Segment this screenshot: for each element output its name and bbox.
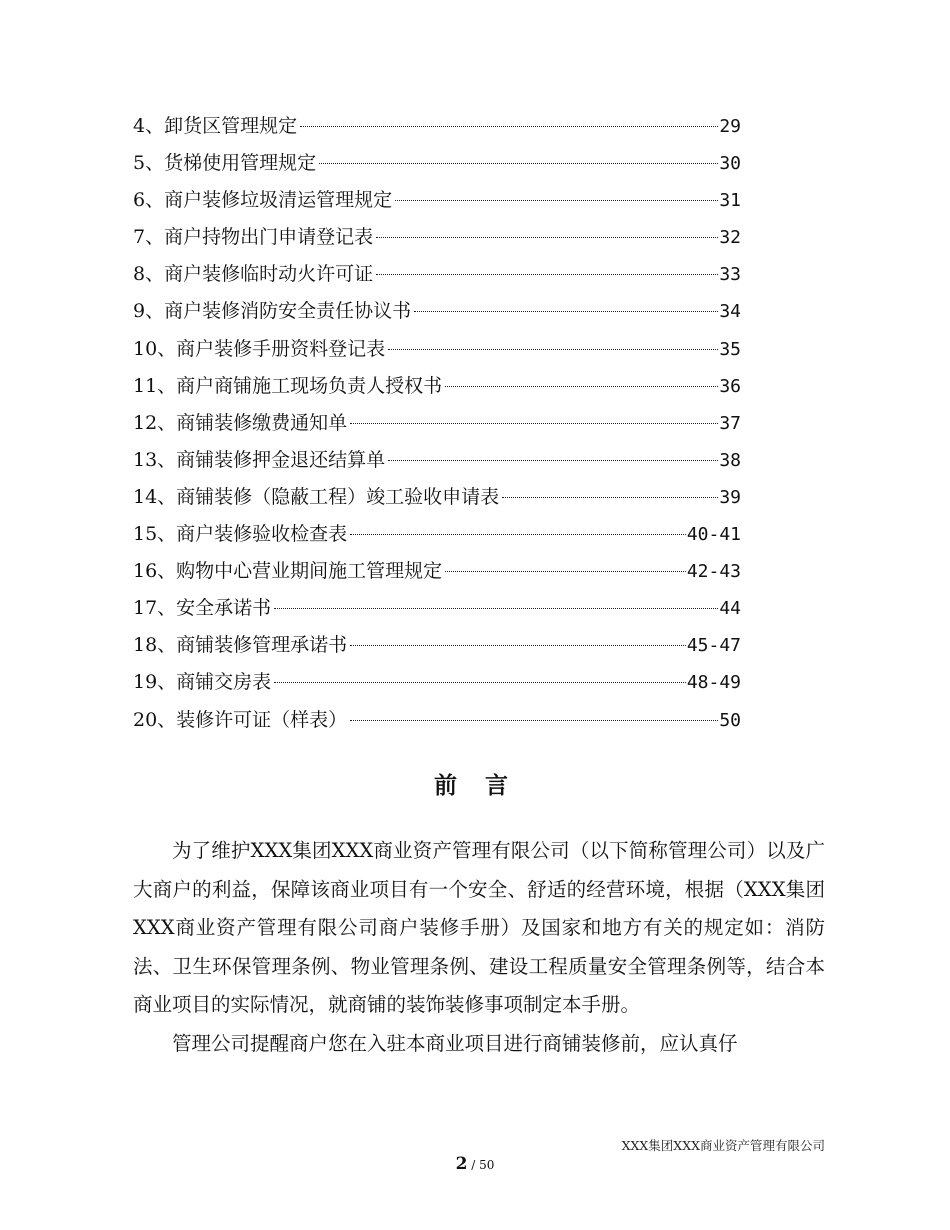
toc-page-number: 35 [719,338,741,360]
toc-leader-dots [319,163,718,164]
toc-entry-label: 11、商户商铺施工现场负责人授权书 [133,374,443,397]
toc-leader-dots [350,720,718,721]
toc-leader-dots [376,237,718,238]
toc-entry-label: 4、卸货区管理规定 [133,115,298,137]
toc-entry[interactable] [133,408,741,445]
toc-leader-dots [376,274,718,275]
toc-page-number: 40-41 [686,524,741,546]
footer-company-name: XXX集团XXX商业资产管理有限公司 [621,1138,825,1153]
preface-body [133,832,825,1063]
toc-entry[interactable] [133,519,741,556]
toc-page-number: 32 [719,227,741,249]
toc-entry[interactable] [133,296,741,333]
toc-entry[interactable] [133,334,741,371]
toc-page-number: 50 [719,709,741,731]
toc-entry-label: 20、装修许可证（样表） [133,708,348,731]
toc-leader-dots [350,645,686,646]
toc-entry-label: 7、商户持物出门申请登记表 [133,226,374,249]
toc-page-number: 45-47 [686,635,741,657]
toc-entry[interactable] [133,445,741,482]
toc-entry-label: 10、商户装修手册资料登记表 [133,337,386,360]
toc-entry-label: 12、商铺装修缴费通知单 [133,411,348,434]
toc-entry[interactable] [133,667,741,704]
toc-entry-label: 19、商铺交房表 [133,671,272,694]
toc-leader-dots [350,423,718,424]
page-current: 2 [455,1154,468,1174]
toc-page-number: 48-49 [686,672,741,694]
toc-leader-dots [395,200,718,201]
toc-entry[interactable] [133,705,741,742]
toc-leader-dots [445,386,718,387]
toc-page-number: 39 [719,486,741,508]
toc-entry-label: 16、购物中心营业期间施工管理规定 [133,560,443,583]
section-heading: 前言 [434,772,536,799]
toc-leader-dots [414,311,718,312]
toc-entry[interactable] [133,371,741,408]
toc-entry-label: 5、货梯使用管理规定 [133,152,317,175]
page-number [0,1154,950,1174]
toc-entry-label: 8、商户装修临时动火许可证 [133,263,374,286]
toc-leader-dots [445,571,686,572]
toc-leader-dots [300,126,718,127]
toc-entry[interactable] [133,185,741,222]
paragraph: 为了维护XXX集团XXX商业资产管理有限公司（以下简称管理公司）以及广大商户的利益，保障该商业项目有一个安全、舒适的经营环境，根据（XXX集团XXX商业资产管理有限公司商户装修手册）及国家和地方有关的规定如：消防法、卫生环保管理条例、物业管理条例、建设工程质量安全管理条例等，结合本商业项目的实际情况，就商铺的装饰装修事项制定本手册。 [133,839,825,1016]
toc-page-number: 34 [719,301,741,323]
toc-page-number: 29 [719,116,741,137]
toc-entry-label: 9、商户装修消防安全责任协议书 [133,300,412,323]
toc-entry[interactable] [133,630,741,667]
toc-page-number: 36 [719,375,741,397]
toc-page-number: 30 [719,153,741,175]
page-separator: / [467,1158,480,1172]
toc-page-number: 44 [719,598,741,620]
toc-entry-label: 14、商铺装修（隐蔽工程）竣工验收申请表 [133,485,500,508]
toc-page-number: 33 [719,264,741,286]
toc-leader-dots [502,497,718,498]
page-total: 50 [479,1158,495,1172]
toc-entry[interactable] [133,556,741,593]
toc-page-number: 37 [719,412,741,434]
toc-entry[interactable] [133,259,741,296]
table-of-contents [133,111,741,742]
paragraph: 管理公司提醒商户您在入驻本商业项目进行商铺装修前，应认真仔 [172,1031,738,1055]
toc-leader-dots [388,460,718,461]
toc-entry[interactable] [133,111,741,148]
toc-entry[interactable] [133,222,741,259]
toc-entry[interactable] [133,593,741,630]
toc-leader-dots [388,349,718,350]
toc-page-number: 42-43 [686,561,741,583]
toc-entry-label: 18、商铺装修管理承诺书 [133,634,348,657]
toc-entry-label: 15、商户装修验收检查表 [133,523,348,546]
toc-entry[interactable] [133,482,741,519]
toc-entry[interactable] [133,148,741,185]
toc-page-number: 38 [719,449,741,471]
toc-leader-dots [274,608,718,609]
toc-entry-label: 17、安全承诺书 [133,597,272,620]
toc-leader-dots [274,682,686,683]
toc-entry-label: 6、商户装修垃圾清运管理规定 [133,189,393,212]
toc-entry-label: 13、商铺装修押金退还结算单 [133,448,386,471]
toc-page-number: 31 [719,190,741,212]
toc-leader-dots [350,534,686,535]
